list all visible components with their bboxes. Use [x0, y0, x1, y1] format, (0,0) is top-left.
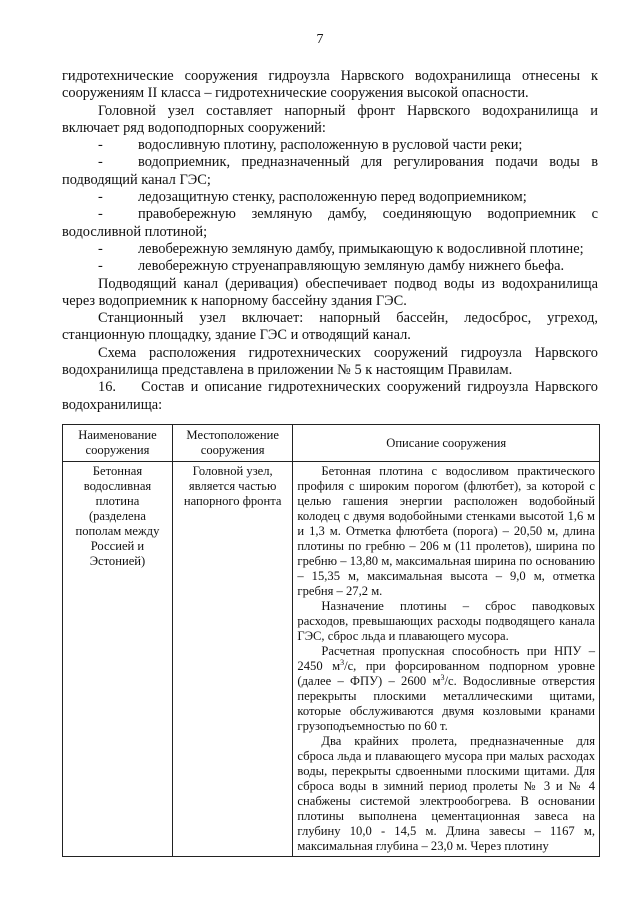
list-item: - ледозащитную стенку, расположенную перед водоприемником; — [98, 189, 527, 206]
list-dash: - — [98, 240, 103, 257]
list-item: - водосливную плотину, расположенную в русловой части реки; — [98, 137, 523, 154]
cell-structure-description — [293, 462, 600, 857]
description-paragraph: Бетонная плотина с водосливом практического профиля с широким порогом (флютбет), за которой с целью гашения энергии расположен водобойный колодец с двумя водобойными стенками высотой 1,6 м и 1,3 м. Отметка флютбета (порога) – 20,50 м, длина плотины по гребню – 206 м (11 пролетов), ширина по гребню – 13,80 м, максимальная ширина по основанию – 15,35 м, максимальная высота – 9,0 м, отметка гребня – 27,2 м. — [297, 464, 595, 598]
header-description: Описание сооружения — [293, 425, 600, 462]
cell-structure-name: Бетонная водосливная плотина (разделена пополам между Россией и Эстонией) — [63, 462, 173, 857]
cell-structure-location: Головной узел, является частью напорного фронта — [172, 462, 293, 857]
paragraph-scheme: Схема расположения гидротехнических сооружений гидроузла Нарвского водохранилища представлена в приложении № 5 к настоящим Правилам. — [62, 344, 598, 379]
document-body — [62, 68, 602, 414]
description-paragraph: Два крайних пролета, предназначенные для сброса льда и плавающего мусора при малых расходах воды, перекрыты сдвоенными плоскими щитами. Для сброса воды в зимний период пролеты № 3 и № 4 снабжены системой электрообогрева. В основании плотины выполнена цементационная завеса на глубину 10,0 - 14,5 м. Длина завесы – 1167 м, максимальная глубина – 23,0 м. Через плотину — [297, 734, 595, 853]
list-item: - левобережную струенаправляющую земляную дамбу нижнего бьефа. — [98, 258, 565, 275]
superscript: 3 — [440, 672, 445, 682]
list-dash: - — [98, 137, 103, 154]
structures-table — [62, 424, 600, 857]
list-dash: - — [98, 189, 103, 206]
paragraph-station: Станционный узел включает: напорный бассейн, ледосброс, угреход, станционную площадку, здание ГЭС и отводящий канал. — [62, 310, 598, 344]
table-header-row — [63, 425, 600, 462]
page-number: 7 — [316, 32, 324, 47]
list-dash: - — [98, 258, 103, 275]
list-item: - правобережную земляную дамбу, соединяющую водоприемник с водосливной плотиной; — [62, 206, 598, 240]
paragraph-head-unit: Головной узел составляет напорный фронт Нарвского водохранилища и включает ряд водоподпорных сооружений: — [62, 102, 598, 136]
description-paragraph: Расчетная пропускная способность при НПУ – 2450 $м^3/с$, при форсированном подпорном уровне (далее – ФПУ) – 2600 $м^3/с$. Водосливные отверстия перекрыты плоскими металлическими щитами, которые обслуживаются двумя козловыми кранами грузоподъемностью по 60 т. — [297, 644, 595, 733]
paragraph-section-16: 16. Состав и описание гидротехнических сооружений гидроузла Нарвского водохранилища: — [62, 379, 602, 413]
header-name: Наименование сооружения — [63, 425, 173, 462]
list-item: - водоприемник, предназначенный для регулирования подачи воды в подводящий канал ГЭС; — [62, 154, 598, 188]
list-dash: - — [98, 206, 103, 223]
table-row — [63, 462, 600, 857]
description-paragraph: Назначение плотины – сброс паводковых расходов, превышающих расходы подводящего канала ГЭС, сброс льда и плавающего мусора. — [297, 599, 595, 643]
paragraph-canal: Подводящий канал (деривация) обеспечивает подвод воды из водохранилища через водоприемник к напорному бассейну здания ГЭС. — [62, 275, 598, 309]
paragraph-class: гидротехнические сооружения гидроузла Нарвского водохранилища отнесены к сооружениям II класса – гидротехнические сооружения высокой опасности. — [62, 68, 598, 102]
list-item: - левобережную земляную дамбу, примыкающую к водосливной плотине; — [98, 240, 584, 257]
superscript: 3 — [340, 657, 345, 667]
header-location: Местоположение сооружения — [172, 425, 293, 462]
list-dash: - — [98, 154, 103, 171]
